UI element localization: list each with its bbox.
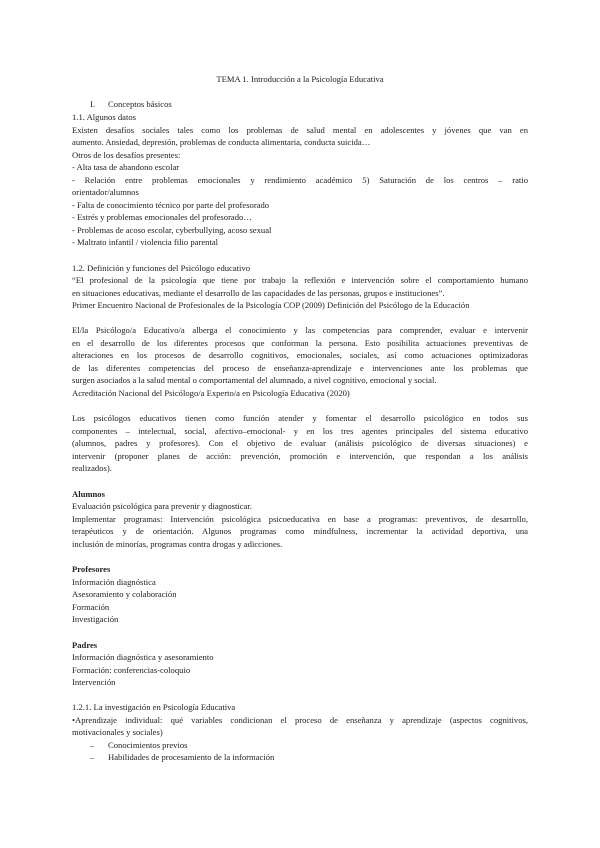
list-item: - Problemas de acoso escolar, cyberbullying, acoso sexual [72,225,272,235]
paragraph-line: Acreditación Nacional del Psicólogo/a Experto/a en Psicología Educativa (2020) [72,388,350,398]
sub-list-item: Conocimientos previos [108,740,188,750]
paragraph-line: alteraciones en los procesos de desarrollo cognitivos, emocionales, sociales, así como actuaciones optimizadoras [72,350,528,360]
list-item: - Maltrato infantil / violencia filio parental [72,237,219,247]
paragraph-line: surgen asociados a la salud mental o comportamental del alumnado, a nivel cognitivo, emocional y social. [72,375,437,385]
list-item: - Estrés y problemas emocionales del profesorado… [72,212,252,222]
subsection-heading: 1.2.1. La investigación en Psicología Educativa [72,702,236,712]
paragraph-line: El/la Psicólogo/a Educativo/a alberga el conocimiento y las competencias para comprender, evaluar e intervenir [72,325,528,335]
quote-line: Primer Encuentro Nacional de Profesionales de la Psicología COP (2009) Definición del Psicólogo de la Educación [72,300,470,310]
paragraph-line: Los psicólogos educativos tienen como función atender y fomentar el desarrollo psicológico en todos sus [72,413,528,423]
group-heading-profesores: Profesores [72,564,111,574]
quote-line: “El profesional de la psicología que tiene por trabajo la reflexión e intervención sobre el comportamiento humano [72,275,528,285]
list-item: Investigación [72,614,119,624]
paragraph-line: de las diferentes competencias del proceso de enseñanza-aprendizaje e intervenciones ante los problemas que [72,363,528,373]
paragraph-line: motivacionales y sociales) [72,727,163,737]
quote-line: en situaciones educativas, mediante el desarrollo de las capacidades de las personas, grupos e instituciones”. [72,288,445,298]
list-item: - Alta tasa de abandono escolar [72,162,180,172]
paragraph-line: inclusión de minorías, programas contra drogas y adicciones. [72,539,283,549]
dash-bullet: – [90,752,95,762]
paragraph-line: (alumnos, padres y profesores). Con el objetivo de evaluar (análisis psicológico de diversas situaciones) e [72,438,528,448]
paragraph-line: Otros de los desafíos presentes: [72,150,181,160]
paragraph-line: •Aprendizaje individual: qué variables condicionan el proceso de enseñanza y aprendizaje (aspectos cognitivos, [72,715,528,725]
list-item: Información diagnóstica y asesoramiento [72,652,214,662]
list-item: Información diagnóstica [72,577,156,587]
paragraph-line: realizados). [72,463,112,473]
paragraph-line: terapéuticos y de orientación. Algunos programas como mindfulness, incrementar la actividad deportiva, una [72,526,528,536]
list-item: orientador/alumnos [72,187,139,197]
section-numeral: I. [90,99,96,109]
page-title: TEMA 1. Introducción a la Psicología Educativa [216,74,384,84]
list-item: Formación: conferencias-coloquio [72,665,191,675]
group-heading-padres: Padres [72,640,98,650]
dash-bullet: – [90,740,95,750]
subsection-heading: 1.2. Definición y funciones del Psicólogo educativo [72,263,251,273]
list-item: Intervención [72,677,116,687]
paragraph-line: Implementar programas: Intervención psicológica psicoeducativa en base a programas: preventivos, de desarrollo, [72,514,528,524]
group-heading-alumnos: Alumnos [72,489,105,499]
paragraph-line: Existen desafíos sociales tales como los problemas de salud mental en adolescentes y jóvenes que van en [72,125,528,135]
section-heading: Conceptos básicos [108,99,172,109]
list-item: Formación [72,602,110,612]
paragraph-line: Evaluación psicológica para prevenir y diagnosticar. [72,501,252,511]
list-item: - Relación entre problemas emocionales y rendimiento académico 5) Saturación de los centros – ratio [72,175,528,185]
subsection-heading: 1.1. Algunos datos [72,112,136,122]
paragraph-line: componentes – intelectual, social, afectivo–emocional- y en los tres agentes principales del sistema educativo [72,426,528,436]
list-item: - Falta de conocimiento técnico por parte del profesorado [72,200,270,210]
sub-list-item: Habilidades de procesamiento de la información [108,752,275,762]
list-item: Asesoramiento y colaboración [72,589,177,599]
paragraph-line: en el desarrollo de los diferentes procesos que conforman la persona. Esto posibilita actuaciones preventivas de [72,338,528,348]
paragraph-line: intervenir (proponer planes de acción: prevención, promoción e intervención, que respondan a los análisis [72,451,528,461]
paragraph-line: aumento. Ansiedad, depresión, problemas de conducta alimentaria, conducta suicida… [72,137,371,147]
